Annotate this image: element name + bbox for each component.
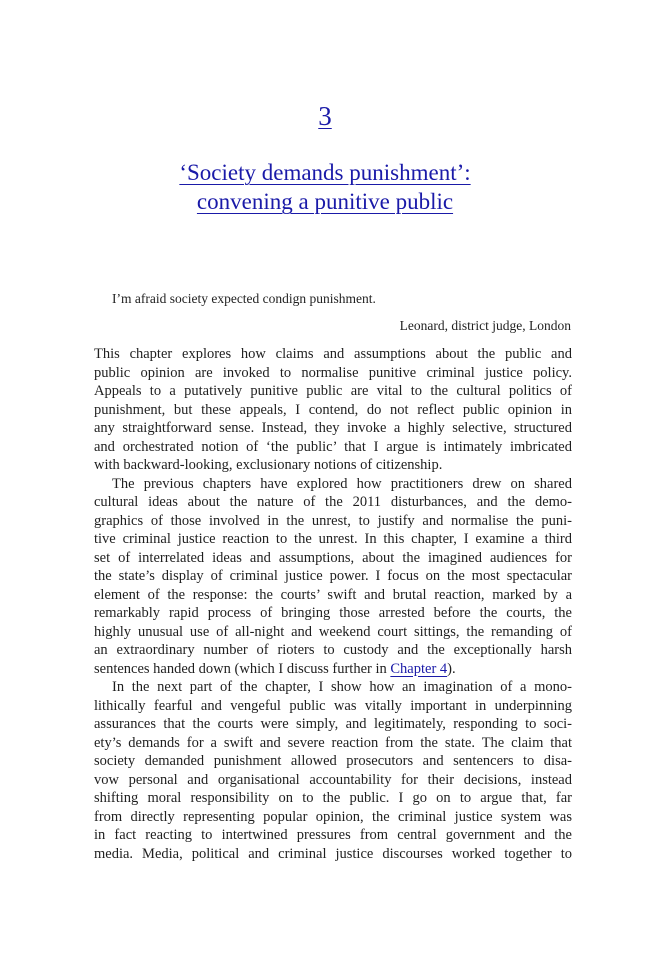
text-line: set of interrelated ideas and assumptions, about the imagined audiences for xyxy=(94,549,572,566)
paragraph-3 xyxy=(94,678,572,863)
text-line: remarkably rapid process of bringing those arrested before the courts, the xyxy=(94,605,572,621)
text-line: Appeals to a putatively punitive public are vital to the cultural politics of xyxy=(94,383,572,399)
text-line: vow personal and organisational accountability for their decisions, instead xyxy=(94,771,572,788)
epigraph-quote: I’m afraid society expected condign punishment. xyxy=(112,291,376,306)
text-line: with backward-looking, exclusionary notions of citizenship. xyxy=(94,457,443,473)
text-line: lithically fearful and vengeful public was vitally important in underpinning xyxy=(94,697,572,714)
text-line: any straightforward sense. Instead, they invoke a highly selective, structured xyxy=(94,420,572,436)
chapter-number-link[interactable]: 3 xyxy=(318,101,332,131)
chapter-title-line-1[interactable]: ‘Society demands punishment’: xyxy=(179,160,471,185)
text-line: the state’s display of criminal justice power. I focus on the most spectacular xyxy=(94,568,572,584)
text-line: This chapter explores how claims and assumptions about the public and xyxy=(94,346,572,362)
text-line: In the next part of the chapter, I show how an imagination of a mono- xyxy=(112,679,572,695)
text-line: The previous chapters have explored how practitioners drew on shared xyxy=(112,475,572,492)
chapter-4-link[interactable]: Chapter 4 xyxy=(390,660,448,677)
text-line: ety’s demands for a swift and severe reaction from the state. The claim that xyxy=(94,734,572,751)
chapter-title-line-2[interactable]: convening a punitive public xyxy=(196,189,454,214)
text-line: highly unusual use of all-night and weekend court sittings, the remanding of xyxy=(94,623,572,640)
paragraph-2 xyxy=(94,475,572,679)
text-line: an extraordinary number of rioters to custody and the exceptionally harsh xyxy=(94,642,572,658)
text-line xyxy=(94,660,572,679)
text-line: assurances that the courts were simply, and legitimately, responding to soci- xyxy=(94,716,572,732)
text-fragment: ). xyxy=(447,660,456,677)
paragraph-1 xyxy=(94,345,572,475)
text-line: media. Media, political and criminal justice discourses worked together to xyxy=(94,845,572,862)
text-line: and orchestrated notion of ‘the public’ that I argue is intimately imbricated xyxy=(94,438,572,455)
text-line: public opinion are invoked to normalise punitive criminal justice policy. xyxy=(94,364,572,381)
text-fragment: sentences handed down (which I discuss further in xyxy=(94,660,391,677)
chapter-title xyxy=(0,158,650,216)
text-line: from directly representing popular opinion, the criminal justice system was xyxy=(94,808,572,825)
text-line: punishment, but these appeals, I contend, do not reflect public opinion in xyxy=(94,401,572,418)
text-line: element of the response: the courts’ swift and brutal reaction, marked by a xyxy=(94,586,572,603)
text-line: in fact reacting to intertwined pressures from central government and the xyxy=(94,827,572,843)
text-line: graphics of those involved in the unrest, to justify and normalise the puni- xyxy=(94,512,572,529)
text-line: tive criminal justice reaction to the unrest. In this chapter, I examine a third xyxy=(94,531,572,547)
text-line: society demanded punishment allowed prosecutors and sentencers to disa- xyxy=(94,753,572,769)
text-line: cultural ideas about the nature of the 2011 disturbances, and the demo- xyxy=(94,494,572,510)
chapter-number xyxy=(0,98,650,134)
text-line: shifting moral responsibility on to the public. I go on to argue that, far xyxy=(94,790,572,806)
epigraph-attribution: Leonard, district judge, London xyxy=(399,318,571,333)
